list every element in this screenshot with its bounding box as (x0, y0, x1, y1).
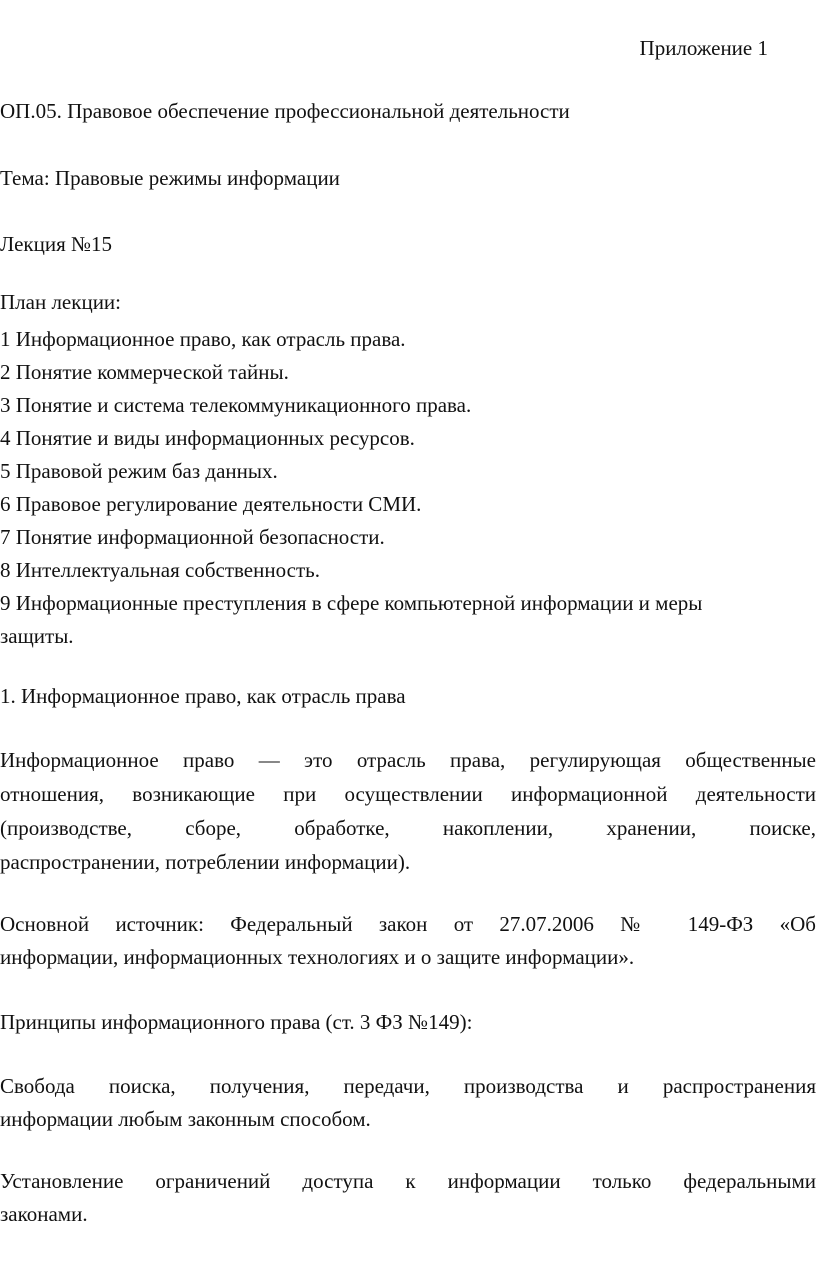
course-title: ОП.05. Правовое обеспечение профессиональной деятельности (0, 99, 570, 123)
principle-line: Установление ограничений доступа к информации только федеральными (0, 1169, 816, 1193)
principle-line: Свобода поиска, получения, передачи, производства и распространения (0, 1074, 816, 1098)
plan-item: 6 Правовое регулирование деятельности СМИ. (0, 492, 422, 516)
principle-line: законами. (0, 1202, 88, 1226)
appendix-label: Приложение 1 (639, 36, 768, 60)
plan-item: 1 Информационное право, как отрасль права. (0, 327, 406, 351)
lecture-number: Лекция №15 (0, 232, 113, 256)
plan-heading: План лекции: (0, 290, 122, 314)
source-line: информации, информационных технологиях и о защите информации». (0, 945, 635, 969)
definition-line: распространении, потреблении информации). (0, 850, 411, 874)
section-heading: 1. Информационное право, как отрасль права (0, 684, 406, 708)
plan-item: 5 Правовой режим баз данных. (0, 459, 278, 483)
source-line: Основной источник: Федеральный закон от 27.07.2006 № 149-ФЗ «Об (0, 912, 816, 936)
definition-line: отношения, возникающие при осуществлении информационной деятельности (0, 782, 816, 806)
definition-line: Информационное право — это отрасль права, регулирующая общественные (0, 748, 816, 772)
plan-item: 7 Понятие информационной безопасности. (0, 525, 385, 549)
plan-item: 4 Понятие и виды информационных ресурсов. (0, 426, 415, 450)
principle-line: информации любым законным способом. (0, 1107, 371, 1131)
plan-item-continuation: защиты. (0, 624, 74, 648)
definition-line: (производстве, сборе, обработке, накоплении, хранении, поиске, (0, 816, 816, 840)
topic-line: Тема: Правовые режимы информации (0, 166, 340, 190)
principles-heading: Принципы информационного права (ст. 3 ФЗ №149): (0, 1010, 473, 1034)
plan-item: 3 Понятие и система телекоммуникационного права. (0, 393, 472, 417)
plan-item: 8 Интеллектуальная собственность. (0, 558, 320, 582)
plan-item: 9 Информационные преступления в сфере компьютерной информации и меры (0, 591, 703, 615)
plan-item: 2 Понятие коммерческой тайны. (0, 360, 289, 384)
